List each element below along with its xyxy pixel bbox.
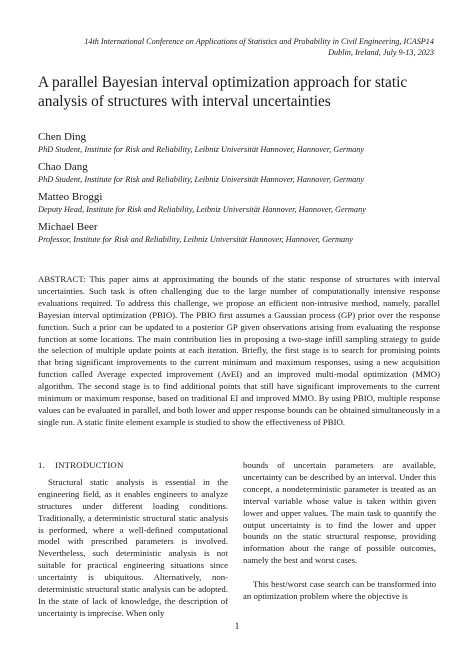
author-affiliation: PhD Student, Institute for Risk and Reliability, Leibniz Universität Hannover, Hannover, Germany — [38, 145, 365, 154]
author-affiliation: Professor, Institute for Risk and Reliability, Leibniz Universität Hannover, Hannover, Germany — [38, 235, 353, 244]
author-entry — [38, 220, 448, 245]
author-entry — [38, 130, 448, 155]
left-column — [38, 460, 228, 620]
author-affiliation: Deputy Head, Institute for Risk and Reliability, Leibniz Universität Hannover, Hannover, Germany — [38, 205, 366, 214]
author-entry — [38, 190, 448, 215]
intro-paragraph-2: This best/worst case search can be transformed into an optimization problem where the objective is — [243, 579, 436, 602]
conference-name: 14th International Conference on Applications of Statistics and Probability in Civil Engineering, ICASP14 — [84, 37, 434, 46]
intro-paragraph-continued: bounds of uncertain parameters are available, uncertainty can be described by an interval. Under this concept, a nondeterministic parameter is treated as an interval variable whose value is taken within given lower and upper values. The main task to quantify the output uncertainty is to find the lower and upper bounds on the static structural response, providing information about the range of possible outcomes, namely the best and worst cases. — [243, 460, 436, 566]
section-number: 1. — [38, 460, 45, 470]
author-list — [38, 130, 448, 250]
conference-location: Dublin, Ireland, July 9-13, 2023 — [328, 48, 434, 57]
section-heading — [38, 460, 228, 472]
paper-title: A parallel Bayesian interval optimization approach for static analysis of structures with interval uncertainties — [38, 74, 408, 110]
author-entry — [38, 160, 448, 185]
section-title: INTRODUCTION — [54, 460, 124, 470]
author-affiliation: PhD Student, Institute for Risk and Reliability, Leibniz Universität Hannover, Hannover, Germany — [38, 175, 365, 184]
conference-header — [74, 36, 434, 58]
author-name: Chen Ding — [38, 131, 86, 143]
author-name: Matteo Broggi — [38, 191, 103, 203]
abstract: ABSTRACT: This paper aims at approximating the bounds of the static response of structures with interval uncertainties. Such task is often challenging due to the large number of computationally intensive response evaluations required. To address this challenge, we propose an efficient non-intrusive method, namely, parallel Bayesian interval optimization (PBIO). The PBIO first assumes a Gaussian process (GP) prior over the response function. Such a prior can be updated to a posterior GP given observations arising from evaluating the response function at some locations. The main contribution lies in proposing a two-stage infill sampling strategy to guide the selection of multiple update points at each iteration. Briefly, the first stage is to search for promising points that bring significant improvements to the current minimum and maximum responses, using a new acquisition function called Average expected improvement (AvEI) and an improved multi-modal optimization (MMO) algorithm. The second stage is to find additional points that still have significant improvements to the current minimum or maximum response, based on traditional EI and improved MMO. By using PBIO, multiple response values can be evaluated in parallel, and both lower and upper response bounds can be obtained simultaneously in a single run. A static finite element example is studied to show the effectiveness of PBIO. — [38, 274, 440, 427]
page-number: 1 — [234, 621, 240, 631]
author-name: Michael Beer — [38, 221, 98, 233]
intro-paragraph: Structural static analysis is essential in the engineering field, as it enables engineers to analyze structures under different loading conditions. Traditionally, a deterministic structural static analysis is performed, where a well-defined computational model with prescribed parameters is involved. Nevertheless, such deterministic analysis is not suitable for practical engineering situations since uncertainty is ubiquitous. Alternatively, non-deterministic structural static analysis can be adopted. In the state of lack of knowledge, the description of uncertainty is imprecise. When only — [38, 476, 228, 618]
author-name: Chao Dang — [38, 161, 88, 173]
right-column — [243, 460, 436, 603]
